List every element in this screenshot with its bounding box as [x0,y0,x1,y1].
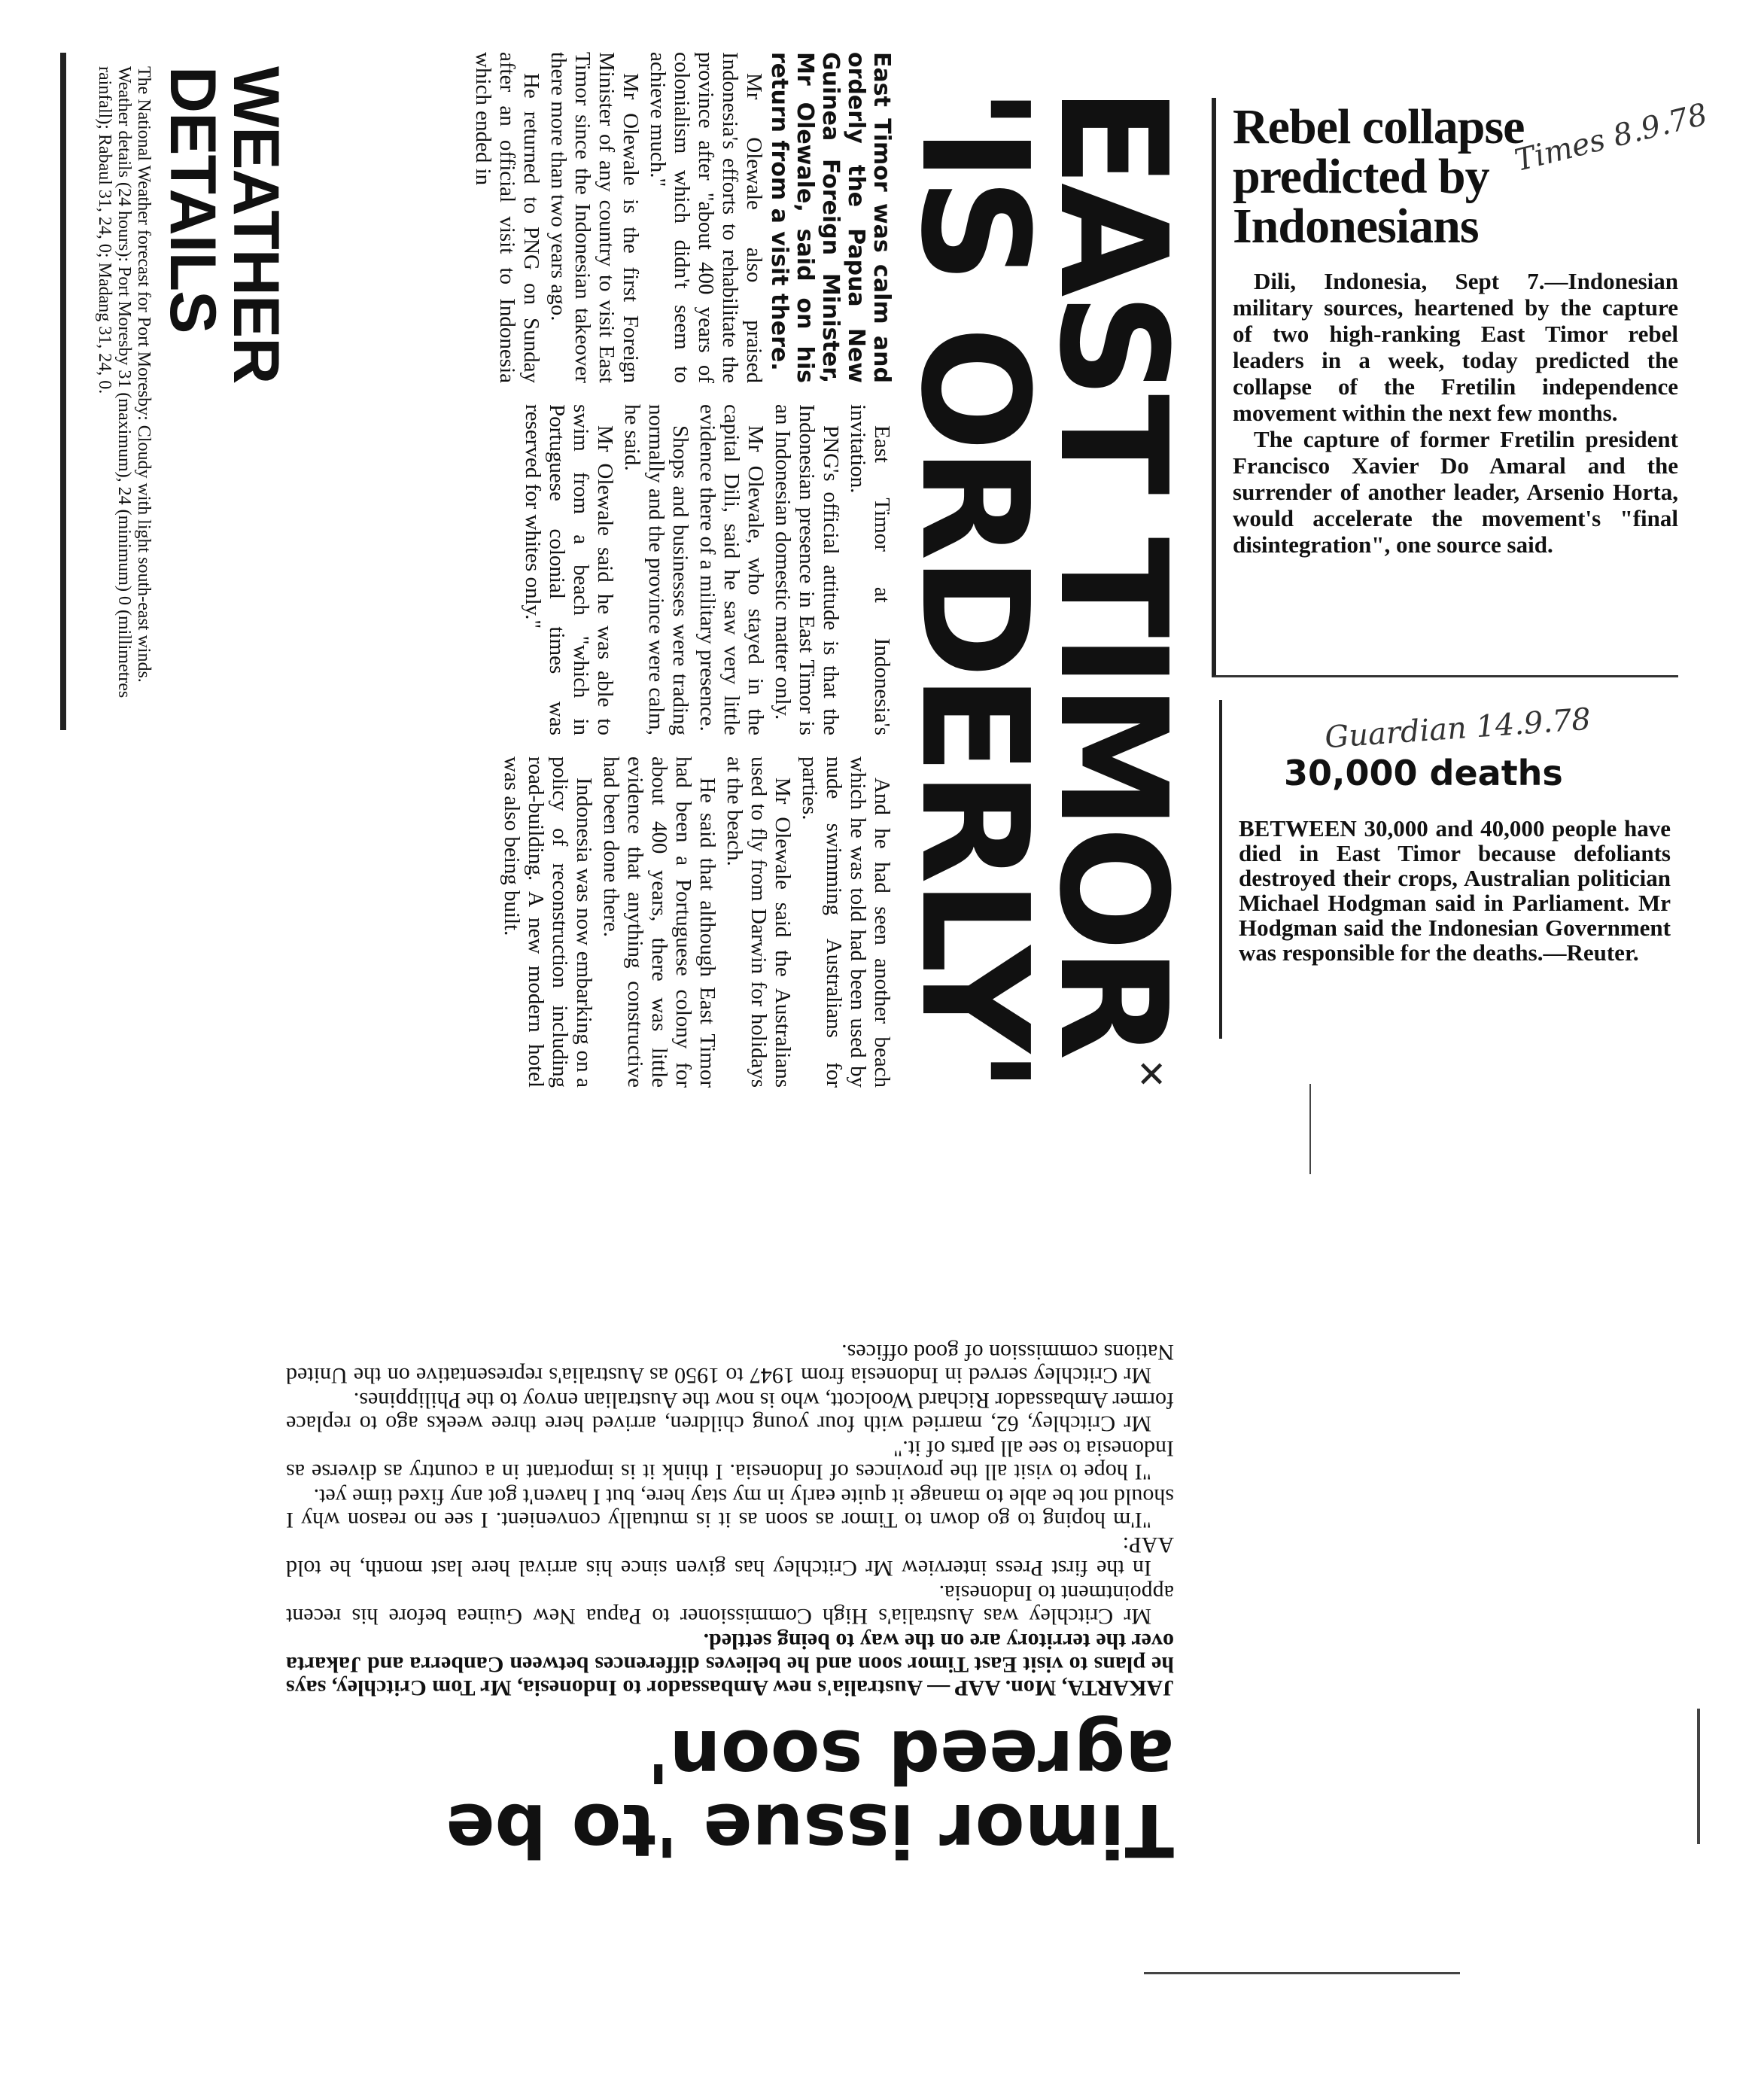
divider [1697,1709,1700,1844]
orderly-paragraph: East Timor at Indonesia's invitation. [846,404,894,735]
orderly-paragraph: Shops and businesses were trading normally and the province were calm, he said. [620,404,692,735]
orderly-paragraph: He returned to PNG on Sunday after an official visit to Indonesia which ended in [471,52,543,383]
issue-paragraph: Mr Critchley served in Indonesia from 1947 to 1950 as Australia's representative on the United Nations commission of good offices. [286,1340,1174,1388]
orderly-column-1 [468,52,894,383]
handwritten-note-guardian: Guardian 14.9.78 [1323,702,1592,756]
issue-clipping [286,1122,1174,1872]
orderly-paragraph: He said that although East Timor had been a Portuguese colony for about 400 years, there was little evidence that anything constructive had been done there. [599,756,719,1088]
rebel-paragraph: The capture of former Fretilin president Francisco Xavier Do Amaral and the surrender of another leader, Arsenio Horta, would accelerate the movement's "final disintegration", one source said. [1233,426,1678,558]
issue-rotated-content [286,1122,1174,1872]
deaths-body: BETWEEN 30,000 and 40,000 people have died in East Timor because defoliants destroyed their crops, Australian politician Michael Hodgman said in Parliament. Mr Hodgman said the Indonesian Government was responsible for the deaths.—Reuter. [1239,815,1671,966]
orderly-column-3 [468,756,894,1088]
orderly-paragraph: Indonesia was now embarking on a policy of reconstruction including road-building. A new modern hotel was also being built. [500,756,596,1088]
rebel-paragraph: Dili, Indonesia, Sept 7.—Indonesian military sources, heartened by the capture of two high-ranking East Timor rebel leaders in a week, today predicted the collapse of the Fretilin independence movement within the next few months. [1233,268,1678,426]
weather-title-line1: WEATHER [220,66,292,384]
weather-rotated-content [68,53,294,730]
issue-paragraph: "I'm hoping to go down to Timor as soon as it is mutually convenient. I see no reason why I should not be able to manage it quite early in my stay here, but I haven't got any fixed time yet. [286,1484,1174,1532]
orderly-paragraph: Mr Olewale, who stayed in the capital Dili, said he saw very little evidence there of a military presence. [695,404,768,735]
rebel-clipping [1212,98,1678,677]
weather-title-line2: DETAILS [157,66,229,333]
orderly-columns [468,41,894,1095]
weather-body: The National Weather forecast for Port Moresby: Cloudy with light south-east winds. Weather details (24 hours): Port Moresby 31 (maximum), 24 (minimum) 0 (millimetres rainfall); Rabaul 31, 24, 0; Madang 31, 24, 0. [95,66,154,698]
orderly-paragraph: Mr Olewale also praised Indonesia's efforts to rehabilitate the province after "about 400 years of colonialism which didn't seem to achieve much." [646,52,766,383]
issue-paragraph: In the first Press interview Mr Critchley has given since his arrival here last month, he told AAP: [286,1532,1174,1581]
divider [1309,1084,1311,1174]
orderly-paragraph: And he had seen another beach which he was told had been used by nude swimming Australians for parties. [798,756,894,1088]
issue-paragraph: Mr Critchley, 62, married with four young children, arrived here three weeks ago to replace former Ambassador Richard Woolcott, who is now the Australian envoy to the Philippines. [286,1388,1174,1436]
handwritten-note-times: Times 8.9.78 [1511,97,1711,178]
orderly-paragraph: PNG's official attitude is that the Indonesian presence in East Timor is an Indonesian domestic matter only. [771,404,843,735]
issue-headline: Timor issue 'to be agreed soon' [446,1714,1174,1872]
issue-paragraph: Mr Critchley was Australia's High Commissioner to Papua New Guinea before his recent appointment to Indonesia. [286,1581,1174,1629]
issue-paragraph: "I hope to visit all the provinces of Indonesia. I think it is important in a country as diverse as Indonesia to see all parts of it." [286,1436,1174,1484]
orderly-clipping [271,41,1198,1095]
rebel-headline: Rebel collapse predicted by Indonesians [1233,99,1525,254]
weather-clipping [60,53,294,730]
orderly-headline: EAST TIMOR 'IS ORDERLY' [888,87,1198,1089]
weather-title [157,66,292,730]
x-mark-icon: ✕ [1136,1054,1167,1096]
orderly-paragraph: Mr Olewale said he was able to swim from a beach "which in Portuguese colonial times was reserved for whites only." [521,404,617,735]
orderly-lede: East Timor was calm and orderly the Papua New Guinea Foreign Minister, Mr Olewale, said on his return from a visit there. [766,52,895,383]
orderly-paragraph: Mr Olewale is the first Foreign Minister of any country to visit East Timor since the Indonesian takeover there more than two years ago. [546,52,643,383]
orderly-paragraph: Mr Olewale said the Australians used to fly from Darwin for holidays at the beach. [722,756,795,1088]
divider [1144,1972,1460,1974]
orderly-column-2 [468,404,894,735]
deaths-headline: 30,000 deaths [1284,753,1563,793]
deaths-clipping [1219,700,1671,1039]
column-rule [60,53,66,730]
orderly-rotated-content [271,41,1198,1095]
issue-paragraph: JAKARTA, Mon. AAP — Australia's new Ambassador to Indonesia, Mr Tom Critchley, says he plans to visit East Timor soon and he believes differences between Canberra and Jakarta over the territory are on the way to being settled. [286,1629,1174,1700]
